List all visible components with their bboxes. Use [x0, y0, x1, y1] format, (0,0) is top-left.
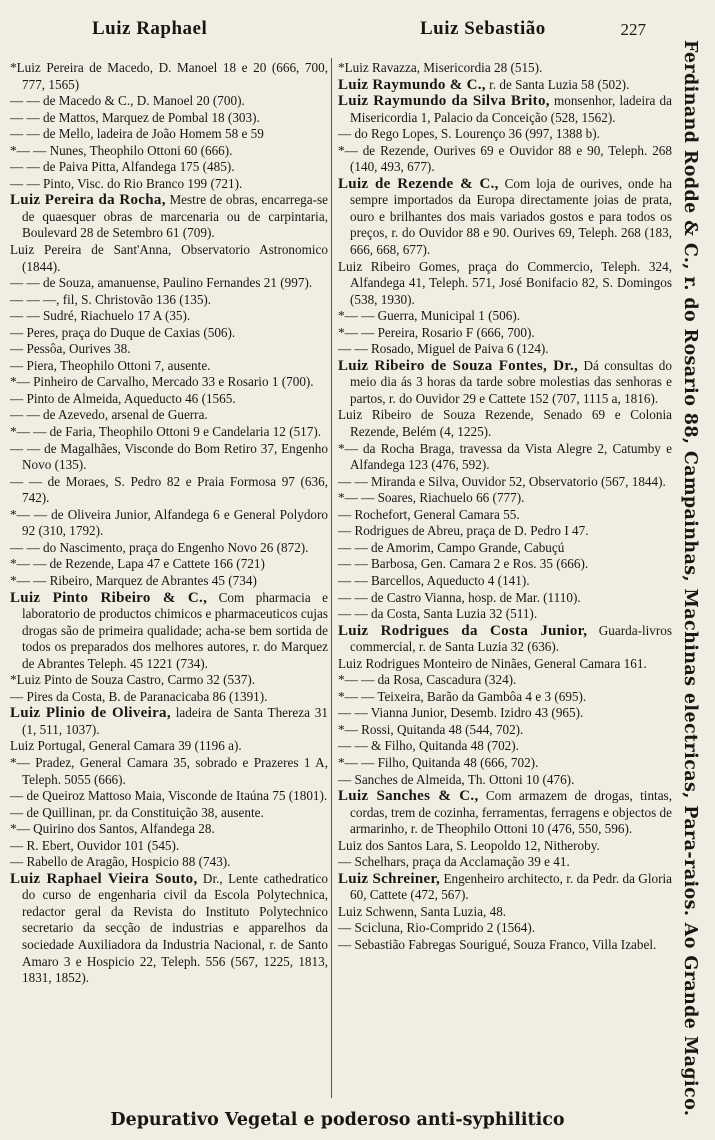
directory-entry [10, 93, 328, 110]
directory-entry [338, 838, 672, 855]
entry-text: *— — de Rezende, Lapa 47 e Cattete 166 (721) [10, 556, 265, 572]
directory-entry [10, 755, 328, 788]
entry-text: Mestre de obras, encarrega-se de quaesquer obras de marcenaria ou de carpintaria, Boulevard 28 de Setembro 61 (709). [22, 192, 328, 241]
directory-entry [338, 60, 672, 77]
directory-entry [338, 755, 672, 772]
directory-entry [338, 920, 672, 937]
directory-entry [338, 937, 672, 954]
directory-entry [338, 259, 672, 309]
entry-text: — — de Paiva Pitta, Alfandega 175 (485). [10, 159, 235, 175]
directory-entry [338, 854, 672, 871]
directory-entry [338, 176, 672, 259]
directory-entry [338, 573, 672, 590]
entry-text: — Schelhars, praça da Acclamação 39 e 41. [338, 854, 570, 870]
directory-entry [338, 126, 672, 143]
directory-entry [10, 672, 328, 689]
entry-name: Luiz Rodrigues da Costa Junior, [338, 622, 588, 639]
directory-entry [10, 176, 328, 193]
entry-name: Luiz Sanches & C., [338, 788, 479, 805]
entry-text: Luiz Ribeiro de Souza Rezende, Senado 69 e Colonia Rezende, Belém (4, 1225). [338, 407, 672, 440]
directory-entry [338, 93, 672, 126]
directory-entry [338, 441, 672, 474]
running-head-right: Luiz Sebastião [420, 18, 546, 39]
entry-name: Luiz de Rezende & C., [338, 175, 499, 192]
entry-text: — — de Mattos, Marquez de Pombal 18 (303). [10, 109, 260, 125]
entry-text: *— da Rocha Braga, travessa da Vista Alegre 2, Catumby e Alfandega 123 (476, 592). [338, 440, 672, 473]
entry-text: — — Vianna Junior, Desemb. Izidro 43 (965). [338, 705, 584, 721]
entry-text: Luiz Ribeiro Gomes, praça do Commercio, Teleph. 324, Alfandega 41, Teleph. 571, José Bonifacio 82, S. Domingos (538, 1930). [338, 258, 672, 307]
right-column [338, 60, 672, 954]
directory-entry [338, 490, 672, 507]
entry-name: Luiz Plinio de Oliveira, [10, 705, 171, 722]
entry-text: — Pinto de Almeida, Aqueducto 46 (1565. [10, 390, 236, 406]
entry-text: — — de Mello, ladeira de João Homem 58 e 59 [10, 126, 264, 142]
directory-entry [338, 904, 672, 921]
entry-text: — — de Magalhães, Visconde do Bom Retiro 37, Engenho Novo (135). [10, 440, 328, 473]
directory-entry [10, 441, 328, 474]
entry-text: — — & Filho, Quitanda 48 (702). [338, 738, 519, 754]
entry-text: Luiz Portugal, General Camara 39 (1196 a). [10, 738, 242, 754]
entry-text: *— — de Faria, Theophilo Ottoni 9 e Candelaria 12 (517). [10, 424, 322, 440]
directory-entry [338, 341, 672, 358]
directory-entry [10, 242, 328, 275]
directory-entry [10, 424, 328, 441]
entry-text: Com armazem de drogas, tintas, cordas, trem de cozinha, ferramentas, ferragens e objectos de armarinho, r. de Theophilo Ottoni 10 (476, 550, 596). [350, 788, 672, 837]
directory-entry [10, 788, 328, 805]
entry-text: — — Barbosa, Gen. Camara 2 e Ros. 35 (666). [338, 556, 589, 572]
left-column [10, 60, 328, 987]
entry-text: *Luiz Pereira de Macedo, D. Manoel 18 e 20 (666, 700, 777, 1565) [10, 60, 328, 92]
directory-entry [10, 308, 328, 325]
entry-text: — — Pinto, Visc. do Rio Branco 199 (721). [10, 175, 243, 191]
directory-entry [338, 788, 672, 838]
directory-entry [10, 738, 328, 755]
entry-text: Dá consultas do meio dia ás 3 horas da tarde sobre molestias das senhoras e partos, r. do Ouvidor 29 e Cattete 152 (707, 1115 a, 1816). [350, 357, 672, 406]
directory-entry [338, 77, 672, 94]
entry-text: Luiz Rodrigues Monteiro de Ninães, General Camara 161. [338, 655, 647, 671]
entry-text: — R. Ebert, Ouvidor 101 (545). [10, 837, 180, 853]
directory-entry [10, 275, 328, 292]
entry-text: *— de Rezende, Ourives 69 e Ouvidor 88 e 90, Teleph. 268 (140, 493, 677). [338, 142, 672, 175]
page-number: 227 [620, 20, 646, 39]
entry-name: Luiz Raphael Vieira Souto, [10, 870, 198, 887]
entry-text: monsenhor, ladeira da Misericordia 1, Palacio da Conceição (528, 1562). [350, 93, 672, 125]
directory-entry [10, 705, 328, 738]
entry-name: Luiz Schreiner, [338, 870, 441, 887]
entry-text: Luiz Schwenn, Santa Luzia, 48. [338, 903, 507, 919]
entry-text: Engenheiro architecto, r. da Pedr. da Gloria 60, Cattete (472, 567). [350, 870, 672, 903]
directory-entry [10, 871, 328, 987]
running-head-left: Luiz Raphael [92, 18, 208, 39]
entry-text: — Rochefort, General Camara 55. [338, 506, 520, 522]
directory-entry [10, 358, 328, 375]
column-divider [331, 58, 332, 1098]
entry-text: — — Rosado, Miguel de Paiva 6 (124). [338, 341, 549, 357]
directory-entry [338, 623, 672, 656]
entry-text: — — da Costa, Santa Luzia 32 (511). [338, 606, 538, 622]
directory-entry [338, 672, 672, 689]
directory-entry [10, 60, 328, 93]
entry-text: — Peres, praça do Duque de Caxias (506). [10, 324, 236, 340]
entry-text: Guarda-livros commercial, r. de Santa Luzia 32 (636). [350, 622, 672, 655]
entry-text: — Piera, Theophilo Ottoni 7, ausente. [10, 357, 211, 373]
entry-text: — de Queiroz Mattoso Maia, Visconde de Itaúna 75 (1801). [10, 788, 328, 804]
directory-entry [10, 854, 328, 871]
directory-entry [10, 507, 328, 540]
directory-entry [338, 507, 672, 524]
entry-text: — Rabello de Aragão, Hospicio 88 (743). [10, 854, 231, 870]
directory-entry [10, 110, 328, 127]
directory-entry [10, 689, 328, 706]
entry-text: — de Quillinan, pr. da Constituição 38, ausente. [10, 804, 264, 820]
directory-entry [10, 805, 328, 822]
directory-entry [338, 656, 672, 673]
directory-entry [338, 606, 672, 623]
directory-entry [10, 325, 328, 342]
entry-text: — — do Nascimento, praça do Engenho Novo 26 (872). [10, 539, 309, 555]
entry-text: *— Rossi, Quitanda 48 (544, 702). [338, 721, 524, 737]
entry-name: Luiz Raymundo & C., [338, 76, 486, 93]
entry-text: *— — Nunes, Theophilo Ottoni 60 (666). [10, 142, 233, 158]
directory-entry [338, 871, 672, 904]
entry-text: Com pharmacia e laboratorio de productos chimicos e pharmaceuticos cujas drogas são de primeira qualidade; acha-se bem sortida de todos os preparados dos melhores autores, r. do Marquez de Abrantes Teleph. 45 1221 (734). [22, 589, 329, 671]
entry-text: *— Pradez, General Camara 35, sobrado e Prazeres 1 A, Teleph. 5055 (666). [10, 754, 328, 787]
entry-text: Luiz Pereira de Sant'Anna, Observatorio Astronomico (1844). [10, 242, 328, 274]
entry-text: — — Sudré, Riachuelo 17 A (35). [10, 308, 191, 324]
entry-text: — — de Macedo & C., D. Manoel 20 (700). [10, 93, 245, 109]
directory-entry [10, 556, 328, 573]
entry-text: r. de Santa Luzia 58 (502). [485, 76, 630, 92]
entry-text: — Scicluna, Rio-Comprido 2 (1564). [338, 920, 536, 936]
entry-text: — Rodrigues de Abreu, praça de D. Pedro I 47. [338, 523, 589, 539]
directory-entry [338, 540, 672, 557]
entry-name: Luiz Pereira da Rocha, [10, 192, 166, 209]
entry-text: — — de Moraes, S. Pedro 82 e Praia Formosa 97 (636, 742). [10, 473, 328, 506]
directory-entry [10, 474, 328, 507]
entry-text: — Sanches de Almeida, Th. Ottoni 10 (476). [338, 771, 575, 787]
page-header [0, 18, 660, 42]
entry-text: *— — Teixeira, Barão da Gambôa 4 e 3 (695). [338, 688, 587, 704]
entry-text: Com loja de ourives, onde ha sempre importados da Europa directamente joias de prata, ouro e brilhantes dos mais variados gostos e para todos os preços, r. do Ouvidor 88 e 90. Ourives 69, Teleph. 268 (183, 666, 668, 677). [350, 175, 672, 258]
entry-text: Luiz dos Santos Lara, S. Leopoldo 12, Nitheroby. [338, 837, 600, 853]
directory-entry [10, 391, 328, 408]
directory-entry [10, 374, 328, 391]
directory-entry [338, 407, 672, 440]
directory-entry [338, 523, 672, 540]
entry-text: Dr., Lente cathedratico do curso de engenharia civil da Escola Polytechnica, redactor geral da Revista do Instituto Polytechnico secretario da secção de industrias e apparelhos da sociedade Auxiliadora da Industria Nacional, r. de Santo Amaro 3 e Hospicio 22, Teleph. 556 (567, 1225, 1813, 1831, 1852). [22, 870, 328, 986]
side-advertisement-text: Ferdinand Rodde & C., r. do Rosario 88, Campainhas, Machinas electricas, Para-raios. Ao Grande Magico. [680, 40, 700, 1117]
directory-entry [10, 192, 328, 242]
entry-text: — — Barcellos, Aqueducto 4 (141). [338, 572, 530, 588]
directory-entry [338, 474, 672, 491]
entry-text: — — de Castro Vianna, hosp. de Mar. (1110). [338, 589, 581, 605]
entry-text: *— — Filho, Quitanda 48 (666, 702). [338, 754, 539, 770]
entry-text: — Sebastião Fabregas Sourigué, Souza Franco, Villa Izabel. [338, 936, 657, 952]
entry-text: — — Miranda e Silva, Ouvidor 52, Observatorio (567, 1844). [338, 473, 666, 489]
entry-text: *— — Soares, Riachuelo 66 (777). [338, 490, 525, 506]
directory-entry [338, 143, 672, 176]
entry-name: Luiz Raymundo da Silva Brito, [338, 93, 550, 110]
footer-advertisement: Depurativo Vegetal e poderoso anti-syphilitico [110, 1110, 565, 1130]
directory-entry [10, 821, 328, 838]
directory-entry [10, 590, 328, 673]
entry-text: *— — Guerra, Municipal 1 (506). [338, 308, 521, 324]
directory-entry [10, 292, 328, 309]
entry-text: *— — da Rosa, Cascadura (324). [338, 672, 517, 688]
directory-entry [10, 159, 328, 176]
entry-text: — — —, fil, S. Christovão 136 (135). [10, 291, 212, 307]
directory-entry [338, 689, 672, 706]
entry-text: ladeira de Santa Thereza 31 (1, 511, 1037). [22, 705, 328, 737]
entry-text: *Luiz Ravazza, Misericordia 28 (515). [338, 60, 543, 75]
directory-entry [338, 308, 672, 325]
entry-text: *— — de Oliveira Junior, Alfandega 6 e General Polydoro 92 (310, 1792). [10, 506, 328, 539]
entry-name: Luiz Pinto Ribeiro & C., [10, 589, 208, 606]
directory-entry [338, 705, 672, 722]
directory-entry [10, 126, 328, 143]
directory-entry [10, 341, 328, 358]
directory-entry [10, 143, 328, 160]
entry-text: *— Pinheiro de Carvalho, Mercado 33 e Rosario 1 (700). [10, 374, 314, 390]
directory-entry [10, 407, 328, 424]
directory-entry [10, 573, 328, 590]
directory-entry [338, 772, 672, 789]
entry-text: — Pessôa, Ourives 38. [10, 341, 131, 357]
side-advertisement [660, 40, 700, 1117]
entry-text: — Pires da Costa, B. de Paranacicaba 86 (1391). [10, 688, 268, 704]
directory-entry [338, 722, 672, 739]
directory-entry [338, 590, 672, 607]
directory-entry [338, 738, 672, 755]
directory-entry [338, 556, 672, 573]
entry-text: — — de Amorim, Campo Grande, Cabuçú [338, 539, 565, 555]
directory-entry [338, 325, 672, 342]
entry-text: — — de Azevedo, arsenal de Guerra. [10, 407, 208, 423]
entry-text: *— Quirino dos Santos, Alfandega 28. [10, 821, 215, 837]
directory-entry [10, 540, 328, 557]
directory-entry [10, 838, 328, 855]
entry-text: *— — Pereira, Rosario F (666, 700). [338, 324, 535, 340]
entry-text: — do Rego Lopes, S. Lourenço 36 (997, 1388 b). [338, 126, 600, 142]
entry-name: Luiz Ribeiro de Souza Fontes, Dr., [338, 357, 579, 374]
entry-text: — — de Souza, amanuense, Paulino Fernandes 21 (997). [10, 275, 313, 291]
entry-text: *— — Ribeiro, Marquez de Abrantes 45 (734) [10, 572, 257, 588]
entry-text: *Luiz Pinto de Souza Castro, Carmo 32 (537). [10, 672, 256, 688]
directory-entry [338, 358, 672, 408]
